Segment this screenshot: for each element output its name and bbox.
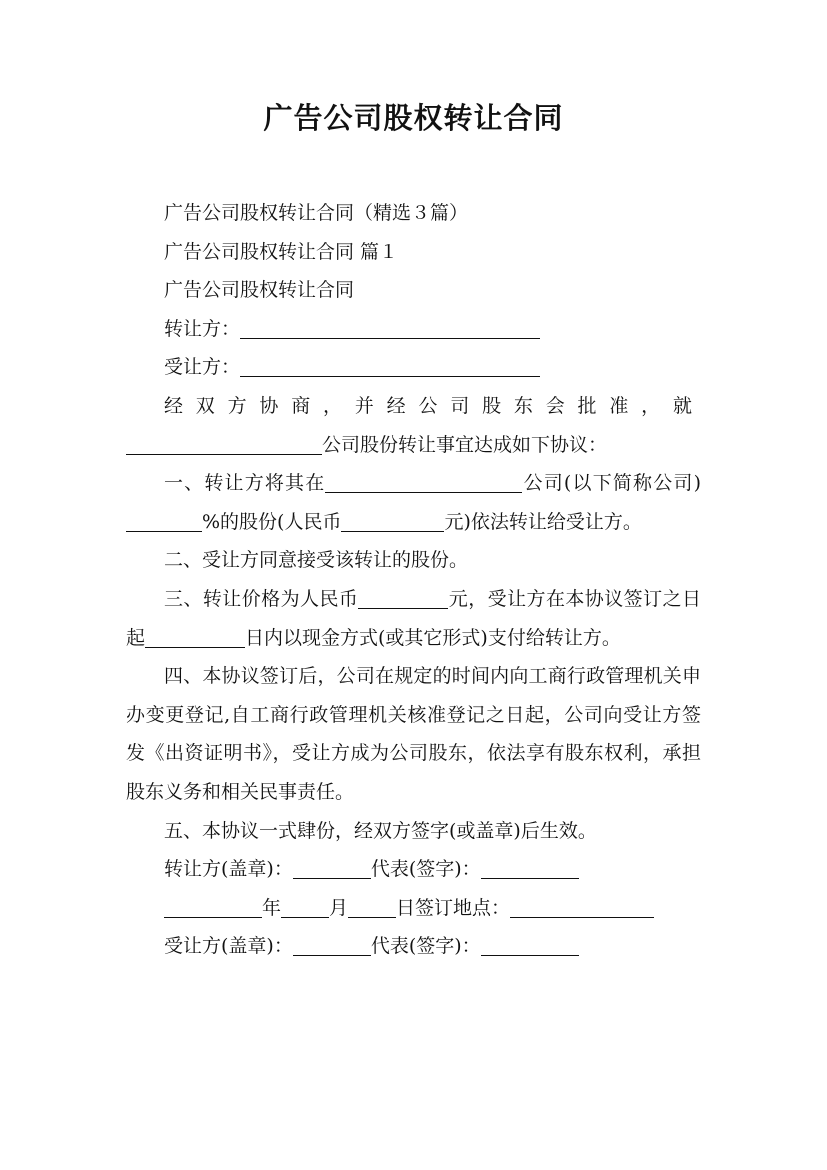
preamble-text-a: 经双方协商，并经公司股东会批准，就 <box>164 394 701 417</box>
day-blank <box>348 895 396 918</box>
document-title: 广告公司股权转让合同 <box>263 101 564 135</box>
transferee-rep-blank <box>481 933 579 956</box>
transferee-seal-label: 受让方(盖章)： <box>164 935 293 958</box>
preamble-line-1 <box>126 387 701 426</box>
clause-3-price-blank <box>358 586 448 609</box>
transferee-blank <box>240 354 540 377</box>
clause-1-text-c: %的股份(人民币 <box>202 510 342 533</box>
clause-1-company-blank <box>325 470 522 493</box>
clause-1-text-a: 一、转让方将其在 <box>164 472 326 495</box>
clause-3-text-a: 三、转让价格为人民币 <box>164 587 359 610</box>
month-blank <box>281 895 329 918</box>
article-heading: 广告公司股权转让合同 篇１ <box>164 240 399 263</box>
clause-1 <box>126 464 701 541</box>
date-place-line <box>126 889 701 928</box>
preamble-text-b: 公司股份转让事宜达成如下协议： <box>322 433 608 456</box>
transferor-seal-label: 转让方(盖章)： <box>164 858 293 881</box>
clause-1-text-b: 公司(以下简称公司) <box>522 472 701 495</box>
subtitle: 广告公司股权转让合同（精选３篇） <box>164 202 469 224</box>
clause-3-text-b: 元，受让方在本协议签订之日起 <box>126 587 701 649</box>
contract-name: 广告公司股权转让合同 <box>164 279 355 302</box>
transferor-label: 转让方： <box>164 317 241 340</box>
transferor-rep-label: 代表(签字)： <box>370 858 481 881</box>
company-name-blank <box>126 432 322 455</box>
clause-5: 五、本协议一式肆份，经双方签字(或盖章)后生效。 <box>164 819 597 842</box>
transferor-line <box>126 310 701 349</box>
transferor-blank <box>240 316 540 339</box>
clause-1-text-d: 元)依法转让给受让方。 <box>444 510 642 533</box>
clause-2: 二、受让方同意接受该转让的股份。 <box>164 549 469 572</box>
place-blank <box>510 895 654 918</box>
year-label: 年 <box>262 896 282 919</box>
transferor-rep-blank <box>481 856 579 879</box>
clause-4: 四、本协议签订后，公司在规定的时间内向工商行政管理机关申办变更登记,自工商行政管理机关核准登记之日起，公司向受让方签发《出资证明书》，受让方成为公司股东，依法享有股东权利，承担股东义务和相关民事责任。 <box>126 665 701 803</box>
transferee-line <box>126 348 701 387</box>
clause-1-percent-blank <box>126 509 202 532</box>
transferor-seal-blank <box>293 856 371 879</box>
day-place-label: 日签订地点： <box>396 896 511 919</box>
month-label: 月 <box>329 896 349 919</box>
clause-3-days-blank <box>145 625 245 648</box>
transferee-rep-label: 代表(签字)： <box>370 935 481 958</box>
year-blank <box>164 895 262 918</box>
clause-3 <box>126 580 701 657</box>
clause-3-text-c: 日内以现金方式(或其它形式)支付给转让方。 <box>245 626 621 649</box>
transferee-seal-blank <box>293 933 371 956</box>
transferee-signature-line <box>126 927 701 966</box>
transferee-label: 受让方： <box>164 356 241 379</box>
clause-1-amount-blank <box>341 509 444 532</box>
preamble-line-2 <box>126 426 701 465</box>
document-body <box>126 194 701 966</box>
transferor-signature-line <box>126 850 701 889</box>
